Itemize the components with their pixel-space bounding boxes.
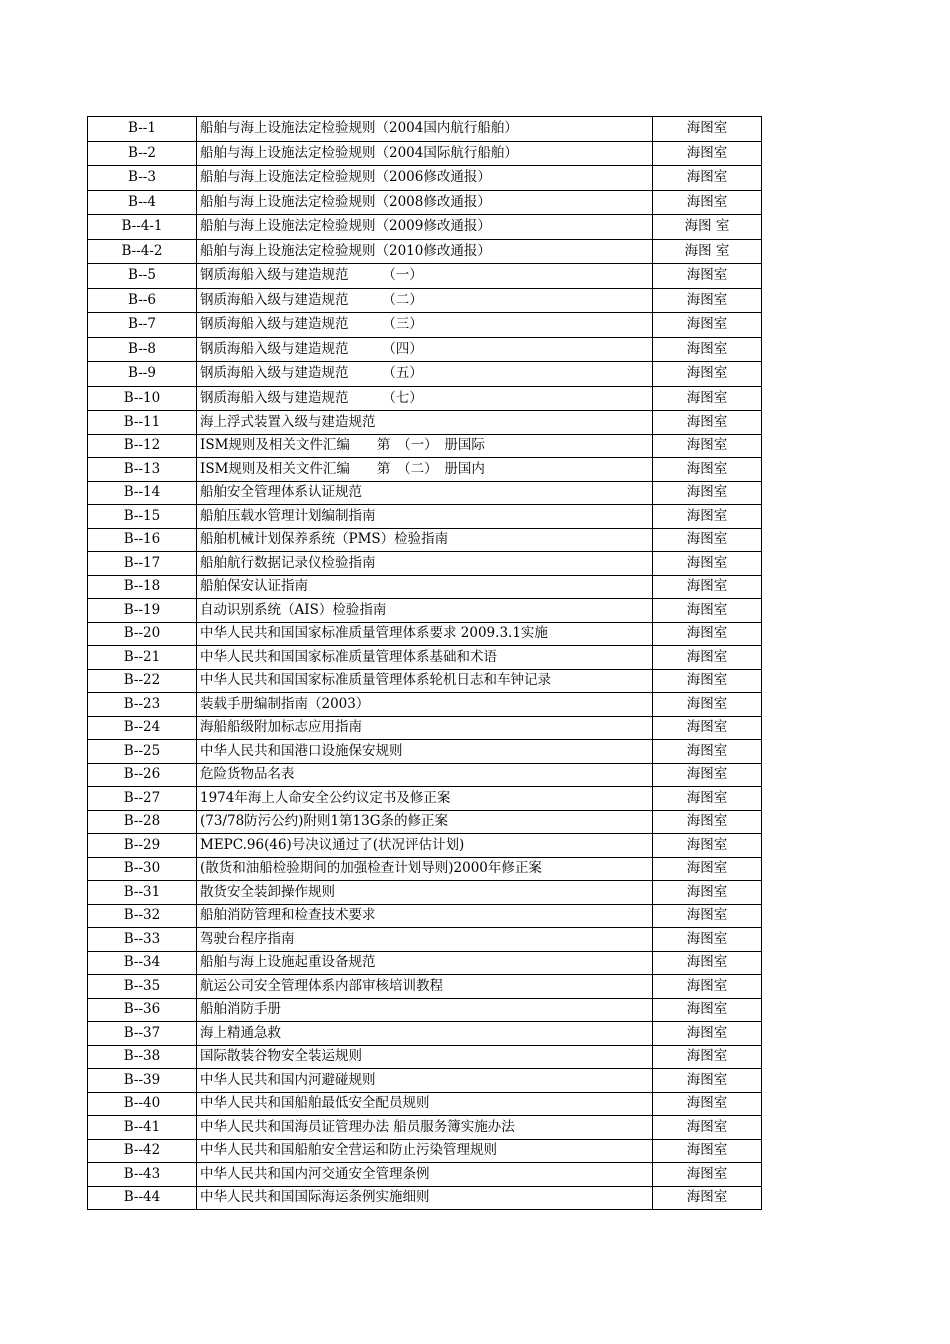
table-row bbox=[88, 951, 762, 975]
code-cell: B--36 bbox=[88, 998, 197, 1022]
table-row bbox=[88, 599, 762, 623]
table-row bbox=[88, 1116, 762, 1140]
table-row bbox=[88, 998, 762, 1022]
location-cell: 海图室 bbox=[653, 1186, 762, 1210]
table-row bbox=[88, 288, 762, 313]
table-row bbox=[88, 411, 762, 435]
code-cell: B--17 bbox=[88, 552, 197, 576]
location-cell: 海图室 bbox=[653, 1069, 762, 1093]
table-row bbox=[88, 1092, 762, 1116]
table-row bbox=[88, 622, 762, 646]
code-cell: B--18 bbox=[88, 575, 197, 599]
table-row bbox=[88, 1186, 762, 1210]
location-cell: 海图室 bbox=[653, 740, 762, 764]
location-cell: 海图室 bbox=[653, 166, 762, 191]
location-cell: 海图室 bbox=[653, 575, 762, 599]
code-cell: B--21 bbox=[88, 646, 197, 670]
location-cell: 海图室 bbox=[653, 1163, 762, 1187]
code-cell: B--4-2 bbox=[88, 239, 197, 264]
table-row bbox=[88, 141, 762, 166]
title-cell: 钢质海船入级与建造规范 （一） bbox=[197, 264, 653, 289]
code-cell: B--22 bbox=[88, 669, 197, 693]
location-cell: 海图室 bbox=[653, 904, 762, 928]
title-cell: 驾驶台程序指南 bbox=[197, 928, 653, 952]
table-row bbox=[88, 386, 762, 411]
title-cell: 1974年海上人命安全公约议定书及修正案 bbox=[197, 787, 653, 811]
location-cell: 海图室 bbox=[653, 1139, 762, 1163]
location-cell: 海图室 bbox=[653, 975, 762, 999]
location-cell: 海图 室 bbox=[653, 239, 762, 264]
code-cell: B--38 bbox=[88, 1045, 197, 1069]
location-cell: 海图室 bbox=[653, 1116, 762, 1140]
code-cell: B--37 bbox=[88, 1022, 197, 1046]
code-cell: B--19 bbox=[88, 599, 197, 623]
code-cell: B--14 bbox=[88, 481, 197, 505]
code-cell: B--35 bbox=[88, 975, 197, 999]
location-cell: 海图室 bbox=[653, 288, 762, 313]
location-cell: 海图室 bbox=[653, 1022, 762, 1046]
table-row bbox=[88, 975, 762, 999]
location-cell: 海图室 bbox=[653, 313, 762, 338]
code-cell: B--34 bbox=[88, 951, 197, 975]
title-cell: 中华人民共和国内河交通安全管理条例 bbox=[197, 1163, 653, 1187]
table-row bbox=[88, 928, 762, 952]
location-cell: 海图室 bbox=[653, 411, 762, 435]
code-cell: B--12 bbox=[88, 434, 197, 458]
title-cell: 海上浮式装置入级与建造规范 bbox=[197, 411, 653, 435]
title-cell: 钢质海船入级与建造规范 （四） bbox=[197, 337, 653, 362]
table-row bbox=[88, 239, 762, 264]
table-body bbox=[88, 117, 762, 1210]
table-row bbox=[88, 117, 762, 142]
code-cell: B--13 bbox=[88, 458, 197, 482]
table-row bbox=[88, 787, 762, 811]
location-cell: 海图室 bbox=[653, 1045, 762, 1069]
title-cell: 中华人民共和国船舶最低安全配员规则 bbox=[197, 1092, 653, 1116]
code-cell: B--2 bbox=[88, 141, 197, 166]
title-cell: ISM规则及相关文件汇编 第 （一） 册国际 bbox=[197, 434, 653, 458]
document-register-table bbox=[87, 116, 762, 1210]
table-row bbox=[88, 215, 762, 240]
location-cell: 海图室 bbox=[653, 763, 762, 787]
code-cell: B--39 bbox=[88, 1069, 197, 1093]
location-cell: 海图室 bbox=[653, 716, 762, 740]
location-cell: 海图室 bbox=[653, 998, 762, 1022]
table-row bbox=[88, 693, 762, 717]
location-cell: 海图室 bbox=[653, 881, 762, 905]
table-row bbox=[88, 264, 762, 289]
code-cell: B--5 bbox=[88, 264, 197, 289]
table-row bbox=[88, 1045, 762, 1069]
table-row bbox=[88, 1069, 762, 1093]
code-cell: B--9 bbox=[88, 362, 197, 387]
title-cell: 船舶与海上设施法定检验规则（2008修改通报） bbox=[197, 190, 653, 215]
location-cell: 海图室 bbox=[653, 857, 762, 881]
location-cell: 海图室 bbox=[653, 951, 762, 975]
table-row bbox=[88, 166, 762, 191]
title-cell: 船舶与海上设施法定检验规则（2004国内航行船舶） bbox=[197, 117, 653, 142]
title-cell: 船舶压载水管理计划编制指南 bbox=[197, 505, 653, 529]
location-cell: 海图室 bbox=[653, 528, 762, 552]
location-cell: 海图室 bbox=[653, 834, 762, 858]
code-cell: B--20 bbox=[88, 622, 197, 646]
location-cell: 海图室 bbox=[653, 552, 762, 576]
location-cell: 海图室 bbox=[653, 693, 762, 717]
table-row bbox=[88, 763, 762, 787]
code-cell: B--25 bbox=[88, 740, 197, 764]
location-cell: 海图室 bbox=[653, 458, 762, 482]
code-cell: B--33 bbox=[88, 928, 197, 952]
code-cell: B--40 bbox=[88, 1092, 197, 1116]
code-cell: B--42 bbox=[88, 1139, 197, 1163]
table-row bbox=[88, 646, 762, 670]
code-cell: B--10 bbox=[88, 386, 197, 411]
title-cell: MEPC.96(46)号决议通过了(状况评估计划) bbox=[197, 834, 653, 858]
code-cell: B--29 bbox=[88, 834, 197, 858]
title-cell: 国际散装谷物安全装运规则 bbox=[197, 1045, 653, 1069]
title-cell: 中华人民共和国国家标准质量管理体系要求 2009.3.1实施 bbox=[197, 622, 653, 646]
location-cell: 海图室 bbox=[653, 787, 762, 811]
location-cell: 海图 室 bbox=[653, 215, 762, 240]
location-cell: 海图室 bbox=[653, 386, 762, 411]
code-cell: B--32 bbox=[88, 904, 197, 928]
table-row bbox=[88, 810, 762, 834]
table-row bbox=[88, 834, 762, 858]
table-row bbox=[88, 362, 762, 387]
table-row bbox=[88, 881, 762, 905]
title-cell: 船舶安全管理体系认证规范 bbox=[197, 481, 653, 505]
title-cell: 船舶与海上设施法定检验规则（2010修改通报） bbox=[197, 239, 653, 264]
title-cell: 中华人民共和国国家标准质量管理体系轮机日志和车钟记录 bbox=[197, 669, 653, 693]
title-cell: 海船船级附加标志应用指南 bbox=[197, 716, 653, 740]
title-cell: 船舶航行数据记录仪检验指南 bbox=[197, 552, 653, 576]
title-cell: 中华人民共和国国际海运条例实施细则 bbox=[197, 1186, 653, 1210]
table-row bbox=[88, 552, 762, 576]
location-cell: 海图室 bbox=[653, 117, 762, 142]
location-cell: 海图室 bbox=[653, 622, 762, 646]
location-cell: 海图室 bbox=[653, 505, 762, 529]
title-cell: 船舶与海上设施法定检验规则（2004国际航行船舶） bbox=[197, 141, 653, 166]
location-cell: 海图室 bbox=[653, 646, 762, 670]
code-cell: B--4 bbox=[88, 190, 197, 215]
location-cell: 海图室 bbox=[653, 599, 762, 623]
location-cell: 海图室 bbox=[653, 362, 762, 387]
title-cell: 中华人民共和国海员证管理办法 船员服务簿实施办法 bbox=[197, 1116, 653, 1140]
code-cell: B--15 bbox=[88, 505, 197, 529]
code-cell: B--6 bbox=[88, 288, 197, 313]
title-cell: 装载手册编制指南（2003） bbox=[197, 693, 653, 717]
table-row bbox=[88, 857, 762, 881]
location-cell: 海图室 bbox=[653, 669, 762, 693]
location-cell: 海图室 bbox=[653, 810, 762, 834]
table-row bbox=[88, 505, 762, 529]
code-cell: B--24 bbox=[88, 716, 197, 740]
code-cell: B--28 bbox=[88, 810, 197, 834]
title-cell: 危险货物品名表 bbox=[197, 763, 653, 787]
title-cell: 航运公司安全管理体系内部审核培训教程 bbox=[197, 975, 653, 999]
table-row bbox=[88, 575, 762, 599]
code-cell: B--1 bbox=[88, 117, 197, 142]
title-cell: 船舶机械计划保养系统（PMS）检验指南 bbox=[197, 528, 653, 552]
title-cell: 船舶消防手册 bbox=[197, 998, 653, 1022]
title-cell: 中华人民共和国港口设施保安规则 bbox=[197, 740, 653, 764]
table-row bbox=[88, 481, 762, 505]
table-row bbox=[88, 458, 762, 482]
title-cell: 钢质海船入级与建造规范 （五） bbox=[197, 362, 653, 387]
code-cell: B--31 bbox=[88, 881, 197, 905]
title-cell: 中华人民共和国船舶安全营运和防止污染管理规则 bbox=[197, 1139, 653, 1163]
title-cell: 船舶与海上设施起重设备规范 bbox=[197, 951, 653, 975]
table-row bbox=[88, 716, 762, 740]
title-cell: 钢质海船入级与建造规范 （七） bbox=[197, 386, 653, 411]
location-cell: 海图室 bbox=[653, 928, 762, 952]
title-cell: 船舶与海上设施法定检验规则（2009修改通报） bbox=[197, 215, 653, 240]
title-cell: 钢质海船入级与建造规范 （二） bbox=[197, 288, 653, 313]
title-cell: 船舶保安认证指南 bbox=[197, 575, 653, 599]
table-row bbox=[88, 434, 762, 458]
code-cell: B--3 bbox=[88, 166, 197, 191]
title-cell: 钢质海船入级与建造规范 （三） bbox=[197, 313, 653, 338]
title-cell: ISM规则及相关文件汇编 第 （二） 册国内 bbox=[197, 458, 653, 482]
table-row bbox=[88, 1163, 762, 1187]
location-cell: 海图室 bbox=[653, 264, 762, 289]
title-cell: 船舶消防管理和检查技术要求 bbox=[197, 904, 653, 928]
table-row bbox=[88, 904, 762, 928]
table-row bbox=[88, 1139, 762, 1163]
code-cell: B--8 bbox=[88, 337, 197, 362]
table-row bbox=[88, 669, 762, 693]
code-cell: B--26 bbox=[88, 763, 197, 787]
code-cell: B--7 bbox=[88, 313, 197, 338]
location-cell: 海图室 bbox=[653, 481, 762, 505]
table-row bbox=[88, 190, 762, 215]
title-cell: 船舶与海上设施法定检验规则（2006修改通报） bbox=[197, 166, 653, 191]
title-cell: (散货和油船检验期间的加强检查计划导则)2000年修正案 bbox=[197, 857, 653, 881]
table-row bbox=[88, 740, 762, 764]
code-cell: B--30 bbox=[88, 857, 197, 881]
code-cell: B--27 bbox=[88, 787, 197, 811]
code-cell: B--41 bbox=[88, 1116, 197, 1140]
title-cell: 海上精通急救 bbox=[197, 1022, 653, 1046]
table-row bbox=[88, 313, 762, 338]
location-cell: 海图室 bbox=[653, 434, 762, 458]
table-row bbox=[88, 528, 762, 552]
location-cell: 海图室 bbox=[653, 337, 762, 362]
title-cell: (73/78防污公约)附则1第13G条的修正案 bbox=[197, 810, 653, 834]
title-cell: 中华人民共和国国家标准质量管理体系基础和术语 bbox=[197, 646, 653, 670]
location-cell: 海图室 bbox=[653, 1092, 762, 1116]
location-cell: 海图室 bbox=[653, 141, 762, 166]
title-cell: 中华人民共和国内河避碰规则 bbox=[197, 1069, 653, 1093]
code-cell: B--16 bbox=[88, 528, 197, 552]
code-cell: B--23 bbox=[88, 693, 197, 717]
code-cell: B--43 bbox=[88, 1163, 197, 1187]
title-cell: 散货安全装卸操作规则 bbox=[197, 881, 653, 905]
location-cell: 海图室 bbox=[653, 190, 762, 215]
title-cell: 自动识别系统（AIS）检验指南 bbox=[197, 599, 653, 623]
table-row bbox=[88, 337, 762, 362]
table-row bbox=[88, 1022, 762, 1046]
code-cell: B--4-1 bbox=[88, 215, 197, 240]
code-cell: B--44 bbox=[88, 1186, 197, 1210]
code-cell: B--11 bbox=[88, 411, 197, 435]
